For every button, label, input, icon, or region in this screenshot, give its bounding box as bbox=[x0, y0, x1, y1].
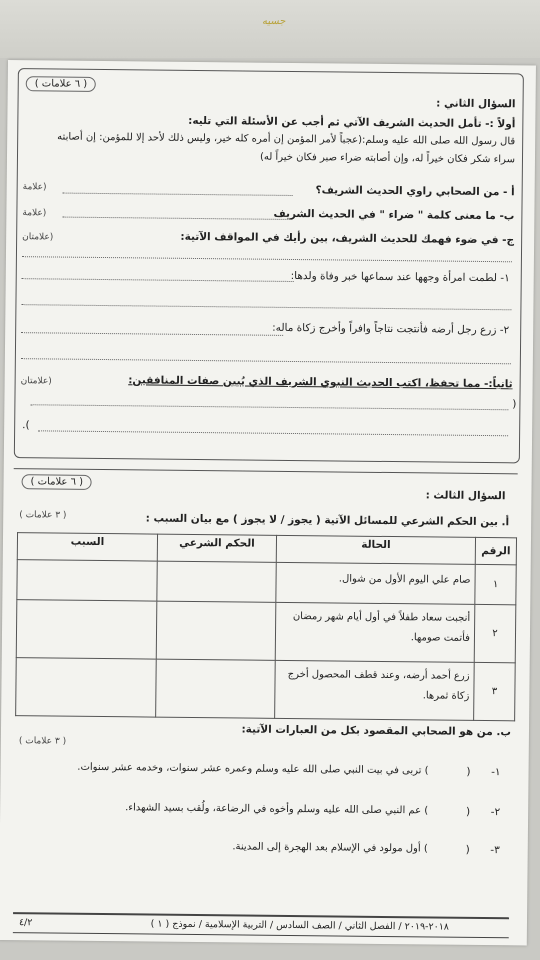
second-head: ثانياً:- مما تحفظ، اكتب الحديث النبوي الشريف الذي يُبين صفات المنافقين: bbox=[128, 374, 513, 391]
exam-sheet bbox=[0, 60, 536, 945]
col-num-header: الرقم bbox=[475, 537, 516, 564]
row-reason-cell[interactable] bbox=[16, 658, 157, 717]
hadith-line-2: سراء شكر فكان خيراً له، وإن أصابته ضراء صبر فكان خيراً له) bbox=[259, 151, 516, 166]
question-a: أ - من الصحابي راوي الحديث الشريف؟ bbox=[315, 184, 515, 199]
table-row bbox=[16, 658, 516, 721]
q2-marks: ( ٦ علامات ) bbox=[26, 76, 97, 92]
row-num: ١ bbox=[475, 564, 516, 604]
col-case-header: الحالة bbox=[276, 535, 475, 564]
qc-mark: (علامتان bbox=[22, 232, 54, 243]
col-ruling-header: الحكم الشرعي bbox=[157, 534, 276, 562]
second-mark: (علامتان bbox=[20, 376, 52, 387]
row-case: زرع أحمد أرضه، وعند قطف المحصول أخرج زكاة ثمرها. bbox=[275, 660, 475, 720]
row-ruling-cell[interactable] bbox=[157, 561, 276, 602]
question-c1: ١- لطمت امرأة وجهها عند سماعها خبر وفاة ولدها: bbox=[290, 269, 510, 285]
question-c: ج- في ضوء فهمك للحديث الشريف، بين رأيك في المواقف الآتية: bbox=[180, 230, 515, 247]
row-num: ٢ bbox=[474, 604, 516, 662]
row-case: أنجبت سعاد طفلاً في أول أيام شهر رمضان فأتمت صومها. bbox=[275, 602, 475, 662]
row-reason-cell[interactable] bbox=[16, 600, 157, 659]
hadith-line-1: قال رسول الله صلى الله عليه وسلم:(عجباً لأمر المؤمن إن أمره كله خير، وليس ذلك لأحد إلا للمؤمن: إن أصابته bbox=[57, 131, 516, 148]
rulings-table bbox=[15, 532, 517, 721]
item-open-paren: ( bbox=[465, 843, 470, 856]
question-b: ب- ما معنى كلمة " ضراء " في الحديث الشريف bbox=[273, 207, 515, 223]
row-reason-cell[interactable] bbox=[17, 560, 157, 601]
background-strip bbox=[0, 0, 540, 58]
item-num: ٣- bbox=[490, 844, 500, 857]
item-text: ) أول مولود في الإسلام بعد الهجرة إلى المدينة. bbox=[232, 841, 428, 855]
close-paren: ). bbox=[22, 419, 30, 432]
page-number: ٤/٢ bbox=[18, 917, 33, 929]
q2-title: السؤال الثاني : bbox=[436, 97, 516, 111]
item-num: ١- bbox=[491, 766, 501, 779]
col-reason-header: السبب bbox=[17, 533, 157, 561]
qb-mark: (علامة bbox=[22, 208, 47, 219]
item-text: ) عم النبي صلى الله عليه وسلم وأخوه في الرضاعة، ولُقب بسيد الشهداء. bbox=[125, 802, 429, 817]
page-footer bbox=[13, 912, 509, 938]
table-row bbox=[17, 560, 516, 605]
part-b-head: ب. من هو الصحابي المقصود بكل من العبارات الآتية: bbox=[241, 723, 512, 739]
q3-marks: ( ٦ علامات ) bbox=[22, 474, 93, 490]
footer-info: ٢٠١٨-٢٠١٩ / الفصل الثاني / الصف السادس / التربية الإسلامية / نموذج ( ١ ) bbox=[150, 918, 450, 933]
q3-title: السؤال الثالث : bbox=[425, 489, 506, 503]
row-ruling-cell[interactable] bbox=[156, 659, 276, 718]
part-a-head: أ. بين الحكم الشرعي للمسائل الآتية ( يجوز / لا يجوز ) مع بيان السبب : bbox=[145, 512, 510, 529]
row-case: صام علي اليوم الأول من شوال. bbox=[276, 562, 475, 604]
item-num: ٢- bbox=[490, 806, 501, 819]
row-ruling-cell[interactable] bbox=[156, 601, 276, 660]
table-row bbox=[16, 600, 516, 663]
part-a-marks: ( ٣ علامات ) bbox=[19, 510, 67, 521]
item-text: ) تربى في بيت النبي صلى الله عليه وسلم وعمره عشر سنوات، وخدمه عشر سنوات. bbox=[77, 761, 429, 777]
qa-mark: (علامة bbox=[22, 182, 47, 193]
item-open-paren: ( bbox=[466, 765, 471, 778]
part-b-marks: ( ٣ علامات ) bbox=[18, 736, 67, 747]
open-paren: ( bbox=[512, 398, 517, 411]
row-num: ٣ bbox=[474, 662, 516, 720]
question-c2: ٢- زرع رجل أرضه فأنتجت نتاجاً وافراً وأخرج زكاة ماله: bbox=[272, 321, 510, 337]
item-open-paren: ( bbox=[465, 805, 471, 818]
q2-first-head: أولاً :- تأمل الحديث الشريف الآتي ثم أجب عن الأسئلة التي تليه: bbox=[188, 114, 516, 131]
brand-logo: جسيه bbox=[262, 16, 286, 27]
